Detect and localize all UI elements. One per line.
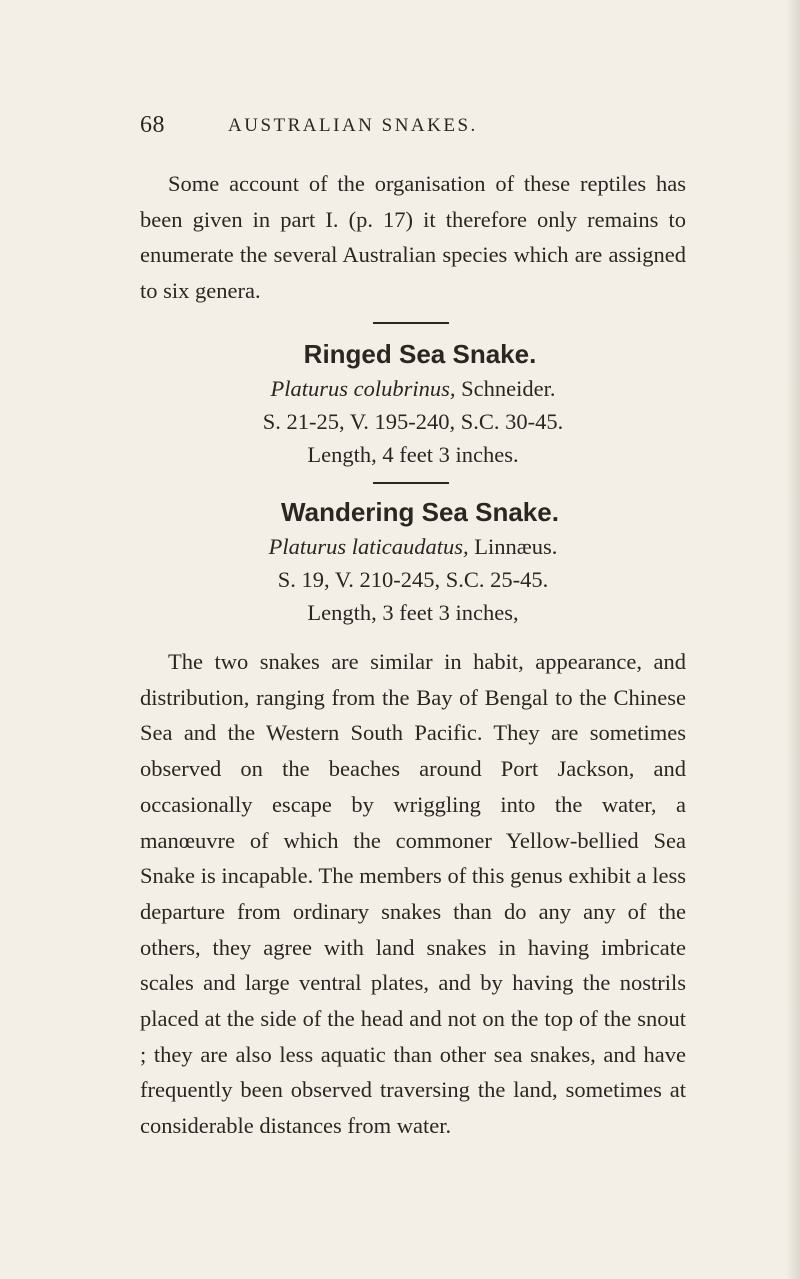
species-scientific-line — [140, 530, 686, 563]
species-length: Length, 3 feet 3 inches, — [307, 600, 519, 625]
species-common-name: Wandering Sea Snake. — [281, 497, 559, 527]
species-scale-counts: S. 19, V. 210-245, S.C. 25-45. — [277, 567, 549, 592]
intro-paragraph-block — [140, 166, 686, 309]
species-scientific-name: Platurus colubrinus, — [270, 376, 456, 401]
species-authority: Linnæus. — [474, 534, 558, 559]
page-edge-shadow — [786, 0, 800, 1279]
section-divider — [373, 322, 449, 324]
running-head: AUSTRALIAN SNAKES. — [228, 115, 478, 136]
species-scale-counts: S. 21-25, V. 195-240, S.C. 30-45. — [262, 409, 564, 434]
page-header — [140, 112, 680, 144]
section-divider — [373, 482, 449, 484]
species-scientific-name: Platurus laticaudatus, — [268, 534, 469, 559]
species-entry-wandering — [140, 494, 686, 629]
species-length: Length, 4 feet 3 inches. — [307, 442, 519, 467]
species-scientific-line — [140, 372, 686, 405]
body-paragraph-block — [140, 644, 686, 1144]
body-paragraph: The two snakes are similar in habit, appearance, and distribution, ranging from the Bay of Bengal to the Chinese Sea and the Western South Pacific. They are sometimes observed on the beaches around Port Jackson, and occasionally escape by wriggling into the water, a manœuvre of which the commoner Yellow-bellied Sea Snake is incapable. The members of this genus exhibit a less departure from ordinary snakes than do any any of the others, they agree with land snakes in having imbricate scales and large ventral plates, and by having the nostrils placed at the side of the head and not on the top of the snout ; they are also less aquatic than other sea snakes, and have frequently been observed traversing the land, sometimes at considerable distances from water. — [140, 649, 686, 1139]
species-common-name: Ringed Sea Snake. — [303, 339, 537, 369]
species-entry-ringed — [140, 336, 686, 471]
intro-paragraph: Some account of the organisation of these reptiles has been given in part I. (p. 17) it therefore only remains to enumerate the several Australian species which are assigned to six genera. — [140, 171, 686, 304]
page-number: 68 — [140, 112, 165, 138]
species-authority: Schneider. — [461, 376, 556, 401]
